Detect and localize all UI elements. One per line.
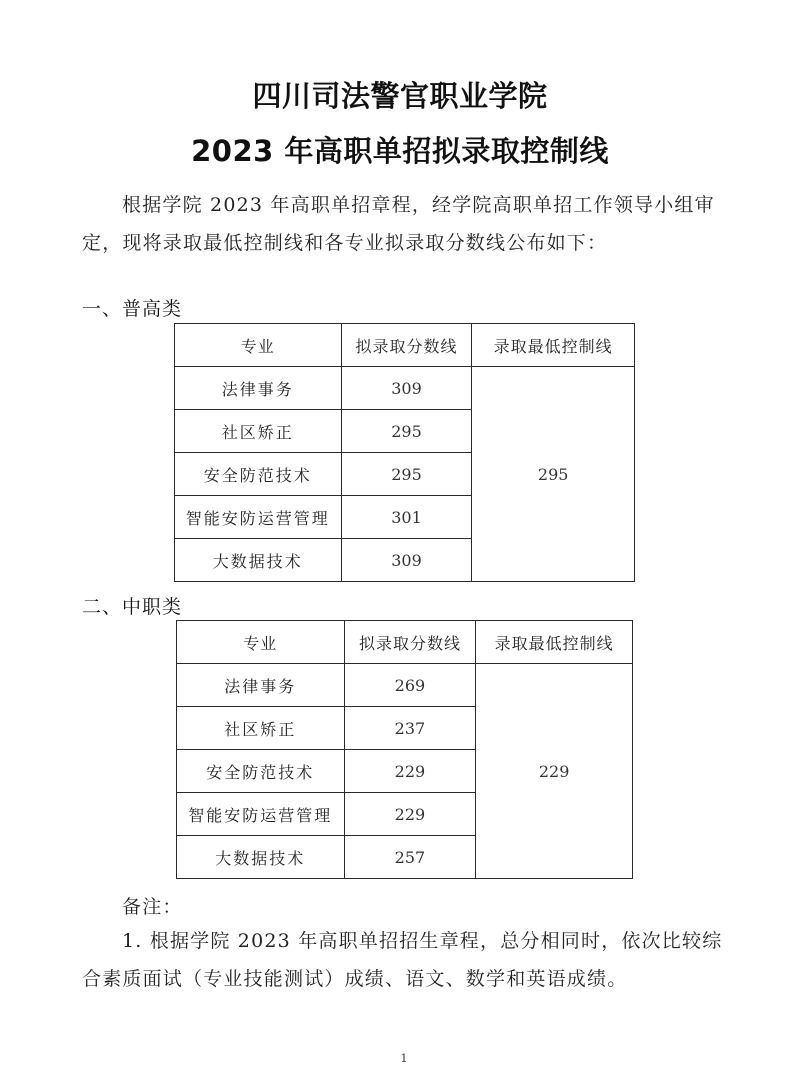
admission-score: 295 (341, 410, 472, 453)
admission-score: 257 (344, 836, 476, 879)
major-name: 安全防范技术 (175, 453, 342, 496)
page-number: 1 (400, 1052, 408, 1065)
major-name: 社区矫正 (177, 707, 345, 750)
admission-score: 309 (341, 367, 472, 410)
major-name: 大数据技术 (175, 539, 342, 582)
header-major: 专业 (175, 324, 342, 367)
score-table-vocational (176, 620, 633, 879)
admission-score: 309 (341, 539, 472, 582)
table-row (177, 664, 633, 707)
section-heading-vocational: 二、中职类 (82, 596, 183, 618)
admission-score: 237 (344, 707, 476, 750)
document-title-subject: 2023 年高职单招拟录取控制线 (191, 134, 609, 168)
notes-label: 备注： (122, 896, 183, 918)
major-name: 社区矫正 (175, 410, 342, 453)
major-name: 安全防范技术 (177, 750, 345, 793)
admission-score: 301 (341, 496, 472, 539)
admission-score: 229 (344, 793, 476, 836)
header-admission-score: 拟录取分数线 (341, 324, 472, 367)
major-name: 大数据技术 (177, 836, 345, 879)
major-name: 智能安防运营管理 (175, 496, 342, 539)
note-item: 1. 根据学院 2023 年高职单招招生章程，总分相同时，依次比较综合素质面试（专业技能测试）成绩、语文、数学和英语成绩。 (82, 930, 723, 990)
table-row (175, 367, 635, 410)
score-table-general-high-school (174, 323, 635, 582)
major-name: 法律事务 (175, 367, 342, 410)
major-name: 法律事务 (177, 664, 345, 707)
header-min-control-line: 录取最低控制线 (472, 324, 635, 367)
admission-score: 269 (344, 664, 476, 707)
header-admission-score: 拟录取分数线 (344, 621, 476, 664)
header-min-control-line: 录取最低控制线 (476, 621, 633, 664)
admission-score: 229 (344, 750, 476, 793)
table-header-row (177, 621, 633, 664)
admission-score: 295 (341, 453, 472, 496)
table-header-row (175, 324, 635, 367)
section-heading-general-high-school: 一、普高类 (82, 298, 183, 320)
min-control-line-value: 229 (476, 664, 633, 879)
intro-paragraph: 根据学院 2023 年高职单招章程，经学院高职单招工作领导小组审定，现将录取最低控制线和各专业拟录取分数线公布如下： (82, 194, 715, 254)
min-control-line-value: 295 (472, 367, 635, 582)
major-name: 智能安防运营管理 (177, 793, 345, 836)
header-major: 专业 (177, 621, 345, 664)
document-title-institution: 四川司法警官职业学院 (252, 79, 548, 113)
